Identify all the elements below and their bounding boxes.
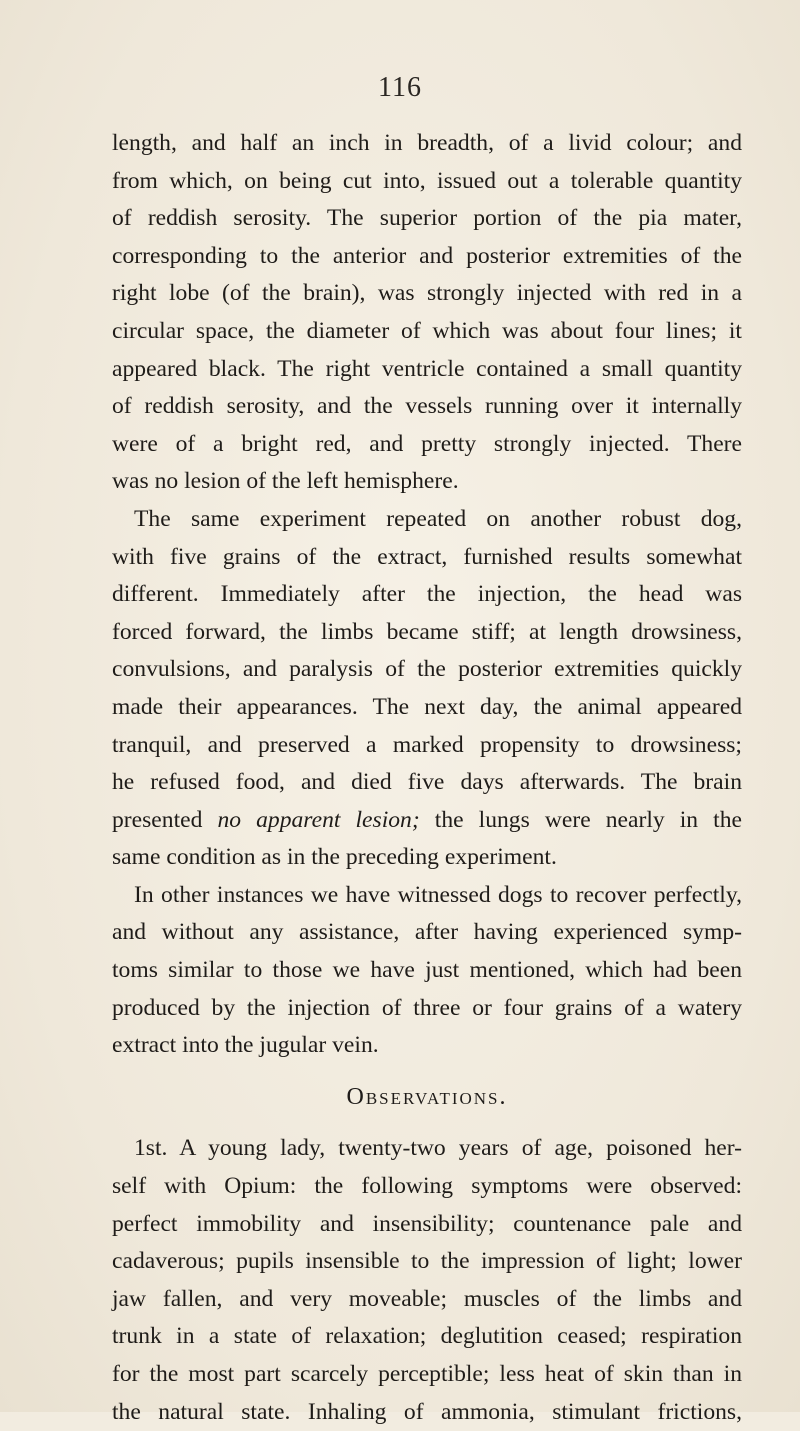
text-line: 1st. A young lady, twenty-two years of age, poisoned her- (134, 1135, 742, 1162)
italic-phrase: no apparent lesion; (217, 806, 420, 833)
text-line: self with Opium: the following symptoms were observed: (112, 1173, 742, 1200)
text-line: circular space, the diameter of which was about four lines; it (112, 317, 742, 344)
text-line: the natural state. Inhaling of ammonia, stimulant frictions, (112, 1398, 742, 1425)
text-line: from which, on being cut into, issued out a tolerable quantity (112, 167, 742, 194)
text-line: convulsions, and paralysis of the posterior extremities quickly (112, 656, 742, 683)
section-heading: Observations. (346, 1083, 508, 1110)
text-line: cadaverous; pupils insensible to the impression of light; lower (112, 1248, 742, 1275)
text-line: forced forward, the limbs became stiff; at length drowsiness, (112, 618, 742, 645)
text-line: he refused food, and died five days afterwards. The brain (112, 769, 742, 796)
text-line: appeared black. The right ventricle contained a small quantity (112, 355, 742, 382)
page-number: 116 (378, 72, 422, 103)
observation-1 (112, 1130, 742, 1431)
text-line: was no lesion of the left hemisphere. (112, 468, 459, 495)
text-line: trunk in a state of relaxation; deglutition ceased; respiration (112, 1323, 742, 1350)
text-line: were of a bright red, and pretty strongly injected. There (112, 430, 742, 457)
text-fragment: the lungs were nearly in the (419, 806, 742, 833)
text-line: produced by the injection of three or four grains of a watery (112, 994, 742, 1021)
text-line: right lobe (of the brain), was strongly injected with red in a (112, 280, 742, 307)
text-line: length, and half an inch in breadth, of a livid colour; and (112, 130, 742, 156)
text-line: tranquil, and preserved a marked propensity to drowsiness; (112, 731, 742, 758)
text-line: made their appearances. The next day, the animal appeared (112, 693, 742, 720)
body-text (112, 125, 742, 1431)
text-line: The same experiment repeated on another robust dog, (134, 505, 742, 532)
text-line-italic (112, 802, 742, 840)
text-line: different. Immediately after the injection, the head was (112, 581, 742, 608)
text-line: toms similar to those we have just mentioned, which had been (112, 957, 742, 984)
paragraph-continuation (112, 125, 742, 501)
text-line: with five grains of the extract, furnished results somewhat (112, 543, 742, 570)
paragraph-experiment (112, 501, 742, 877)
paragraph-other-instances (112, 877, 742, 1065)
text-line: of reddish serosity. The superior portion of the pia mater, (112, 205, 742, 232)
text-line: and without any assistance, after having experienced symp- (112, 919, 742, 946)
text-line: same condition as in the preceding experiment. (112, 844, 557, 871)
text-line: for the most part scarcely perceptible; less heat of skin than in (112, 1361, 742, 1387)
text-line: perfect immobility and insensibility; countenance pale and (112, 1210, 742, 1237)
text-line: extract into the jugular vein. (112, 1032, 379, 1059)
text-line: In other instances we have witnessed dogs to recover perfectly, (134, 881, 742, 908)
text-fragment: presented (112, 806, 218, 833)
text-line: jaw fallen, and very moveable; muscles of the limbs and (112, 1285, 742, 1312)
text-line: of reddish serosity, and the vessels running over it internally (112, 393, 742, 420)
text-line: corresponding to the anterior and posterior extremities of the (112, 242, 742, 269)
